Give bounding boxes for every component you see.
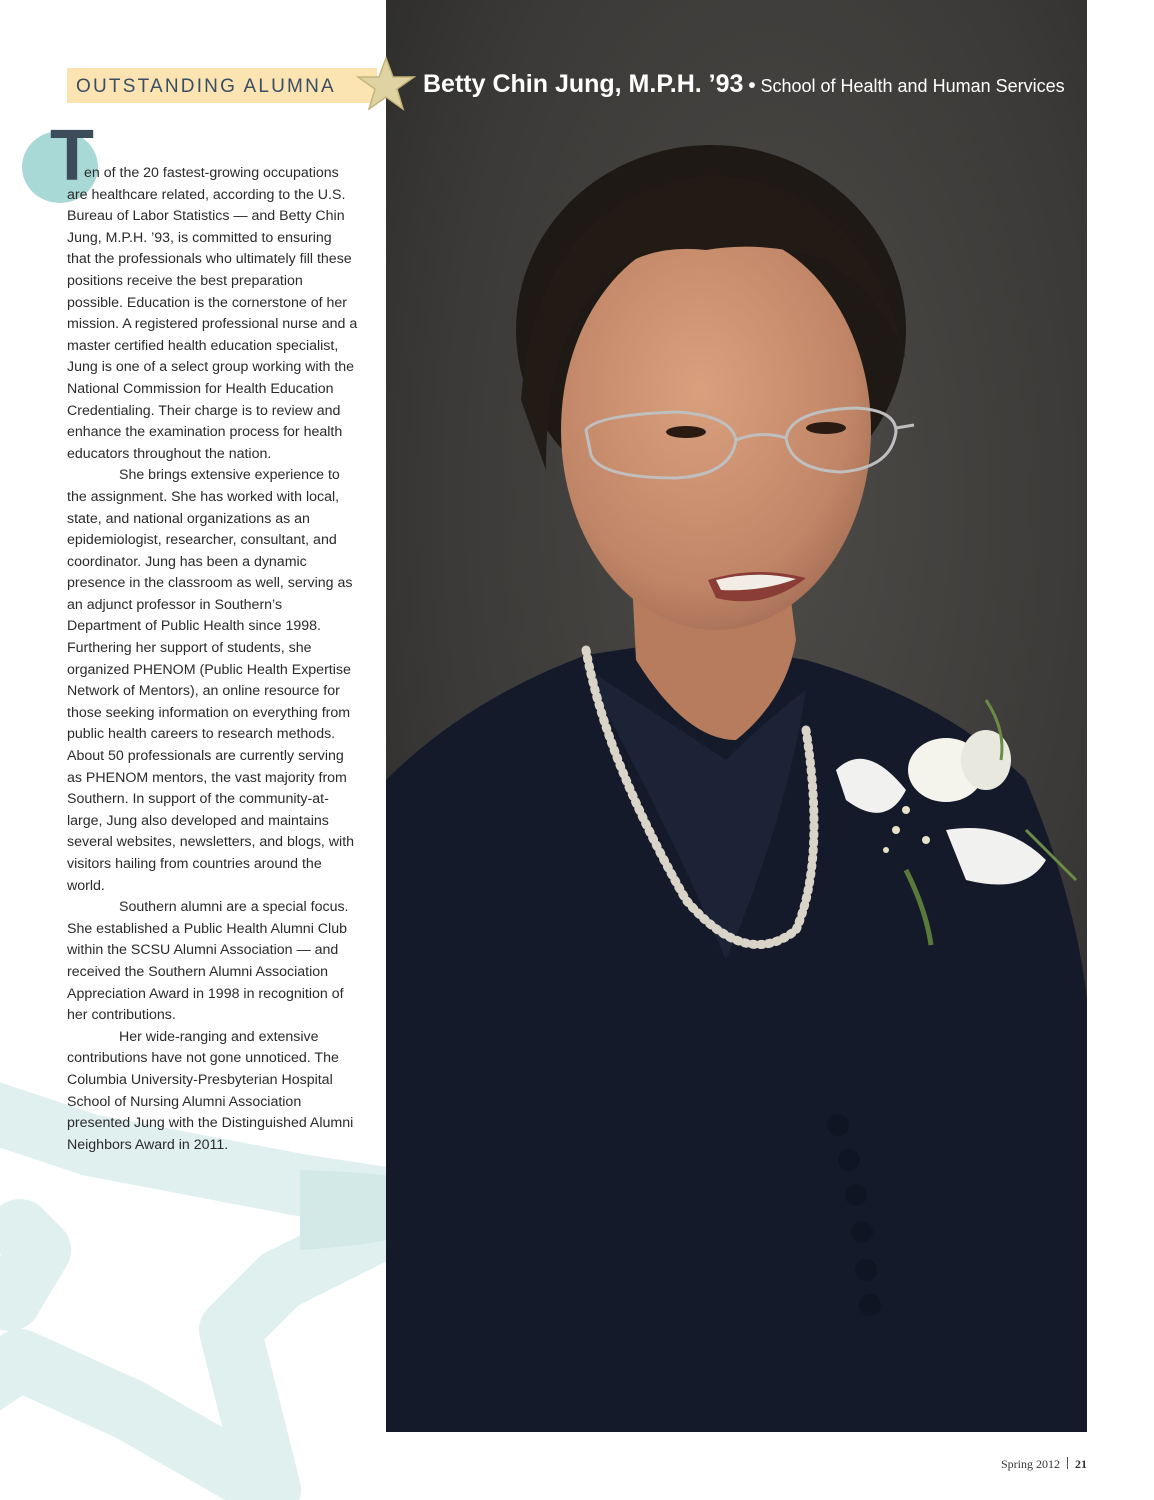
article-paragraph: en of the 20 fastest-growing occupations are healthcare related, according to the U.S. Bureau of Labor Statistics — and Betty Chin Jung, M.P.H. ’93, is committed to ensuring that the professionals who ultimately fill these positions receive the best preparation possible. Education is the cornerstone of her mission. A registered professional nurse and a master certified health education specialist, Jung is one of a select group working with the National Commission for Health Education Credentialing. Their charge is to review and enhance the examination process for health educators throughout the nation. (67, 165, 358, 462)
article-body (67, 163, 359, 1156)
article-paragraph: She brings extensive experience to the assignment. She has worked with local, state, and national organizations as an epidemiologist, researcher, consultant, and coordinator. Jung has been a dynamic presence in the classroom as well, serving as an adjunct professor in Southern’s Department of Public Health since 1998. Furthering her support of students, she organized PHENOM (Public Health Expertise Network of Mentors), an online resource for those seeking information on everything from public health careers to research methods. About 50 professionals are currently serving as PHENOM mentors, the vast majority from Southern. In support of the community-at-large, Jung also developed and maintains several websites, newsletters, and blogs, with visitors hailing from countries around the world. (67, 467, 355, 894)
article-paragraph: Southern alumni are a special focus. She established a Public Health Alumni Club within the SCSU Alumni Association — and received the Southern Alumni Association Appreciation Award in 1998 in recognition of her contributions. (67, 899, 349, 1024)
footer-divider (1067, 1457, 1068, 1469)
star-icon (356, 56, 416, 112)
alumna-name: Betty Chin Jung, M.P.H. ’93 (423, 70, 744, 98)
page-footer (1001, 1457, 1087, 1472)
headline-separator: • (748, 75, 756, 97)
issue-label: Spring 2012 (1000, 1457, 1060, 1471)
article-paragraph: Her wide-ranging and extensive contributions have not gone unnoticed. The Columbia University-Presbyterian Hospital School of Nursing Alumni Association presented Jung with the Distinguished Alumni Neighbors Award in 2011. (67, 1028, 354, 1153)
page-number: 21 (1075, 1457, 1087, 1471)
portrait-photo (386, 0, 1087, 1432)
school-name: School of Health and Human Services (760, 76, 1065, 96)
headline (423, 70, 1083, 99)
dropcap-letter: T (50, 116, 94, 196)
section-label: OUTSTANDING ALUMNA (76, 76, 336, 97)
